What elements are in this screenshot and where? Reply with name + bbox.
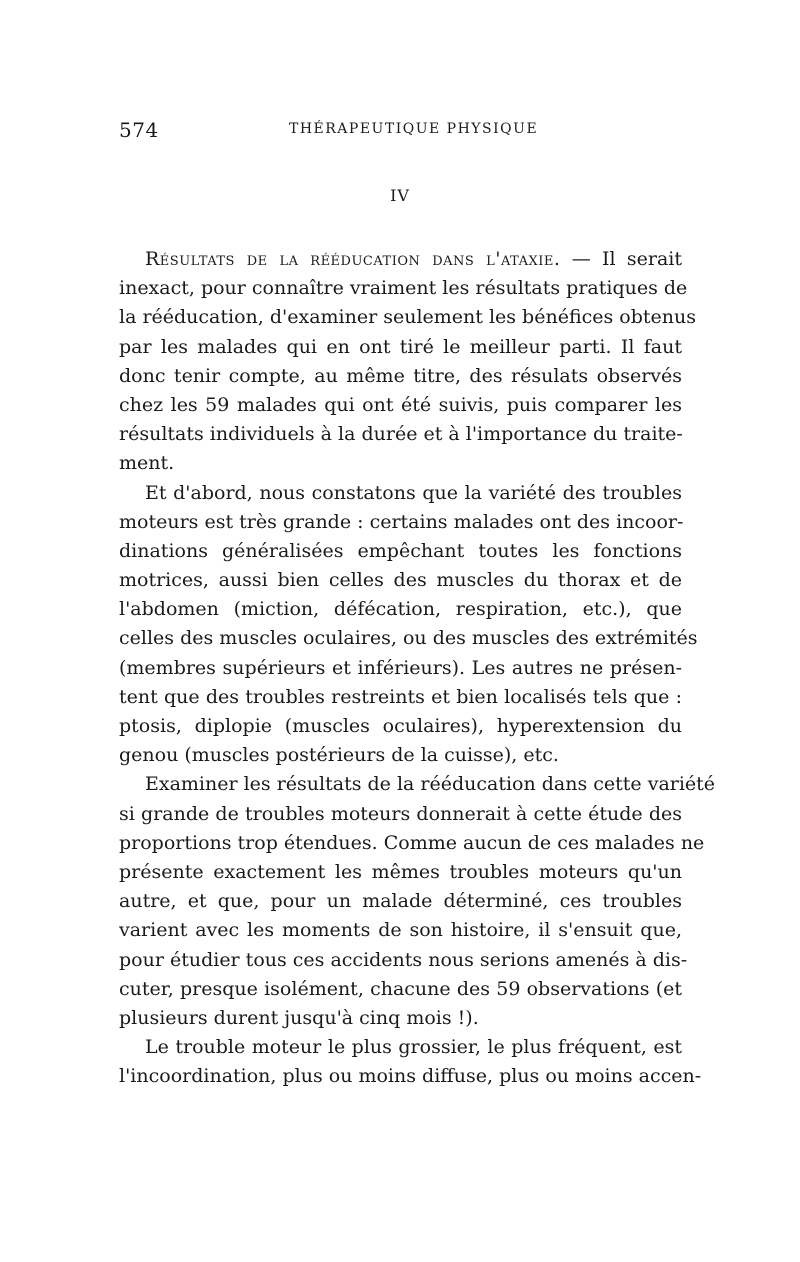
paragraph-line: donc tenir compte, au même titre, des résulats observés [119, 364, 682, 387]
paragraph-line: résultats individuels à la durée et à l'importance du traite- [119, 423, 683, 446]
paragraph-line: varient avec les moments de son histoire, il s'ensuit que, [119, 919, 682, 942]
paragraph-line: si grande de troubles moteurs donnerait à cette étude des [119, 802, 682, 825]
paragraph-line: genou (muscles postérieurs de la cuisse), etc. [119, 744, 559, 767]
paragraph-line: motrices, aussi bien celles des muscles du thorax et de [119, 569, 682, 592]
paragraph-line: cuter, presque isolément, chacune des 59 observations (et [119, 977, 682, 1000]
page-number: 574 [119, 118, 159, 142]
running-head [119, 118, 682, 146]
paragraph-line: pour étudier tous ces accidents nous serions amenés à dis- [119, 948, 688, 971]
paragraph-line: ptosis, diplopie (muscles oculaires), hyperextension du [119, 715, 682, 737]
paragraph-line: Le trouble moteur le plus grossier, le plus fréquent, est [145, 1036, 682, 1059]
paragraph-line: autre, et que, pour un malade déterminé, ces troubles [119, 890, 682, 913]
paragraph-line: la rééducation, d'examiner seulement les bénéfices obtenus [119, 306, 696, 329]
paragraph-line: par les malades qui en ont tiré le meilleur parti. Il faut [119, 335, 682, 358]
paragraph-line: Examiner les résultats de la rééducation dans cette variété [145, 773, 716, 796]
section-number: IV [390, 186, 410, 205]
paragraph-line: inexact, pour connaître vraiment les résultats pratiques de [119, 277, 688, 300]
paragraph-line [119, 245, 682, 274]
paragraph-line: celles des muscles oculaires, ou des muscles des extrémités [119, 627, 698, 650]
paragraph-line: proportions trop étendues. Comme aucun de ces malades ne [119, 831, 705, 854]
body-text [119, 245, 716, 1091]
paragraph-line: plusieurs durent jusqu'à cinq mois !). [119, 1006, 479, 1029]
section-lead: — Il serait [560, 248, 682, 270]
paragraph-line: dinations généralisées empêchant toutes les fonctions [119, 539, 682, 562]
paragraph-line: Et d'abord, nous constatons que la variété des troubles [145, 481, 682, 504]
running-title: THÉRAPEUTIQUE PHYSIQUE [289, 121, 539, 137]
paragraph-line: ment. [119, 452, 175, 475]
paragraph-line: l'abdomen (miction, défécation, respiration, etc.), que [119, 598, 682, 621]
paragraph-line: tent que des troubles restreints et bien localisés tels que : [119, 685, 682, 708]
paragraph-line: l'incoordination, plus ou moins diffuse, plus ou moins accen- [119, 1065, 702, 1088]
section-heading: Résultats de la rééducation dans l'ataxie. [145, 248, 561, 270]
paragraph-line: chez les 59 malades qui ont été suivis, puis comparer les [119, 393, 682, 416]
paragraph-line: présente exactement les mêmes troubles moteurs qu'un [119, 860, 682, 883]
paragraph-line: (membres supérieurs et inférieurs). Les autres ne présen- [119, 656, 682, 679]
paragraph-line: moteurs est très grande : certains malades ont des incoor- [119, 510, 684, 533]
